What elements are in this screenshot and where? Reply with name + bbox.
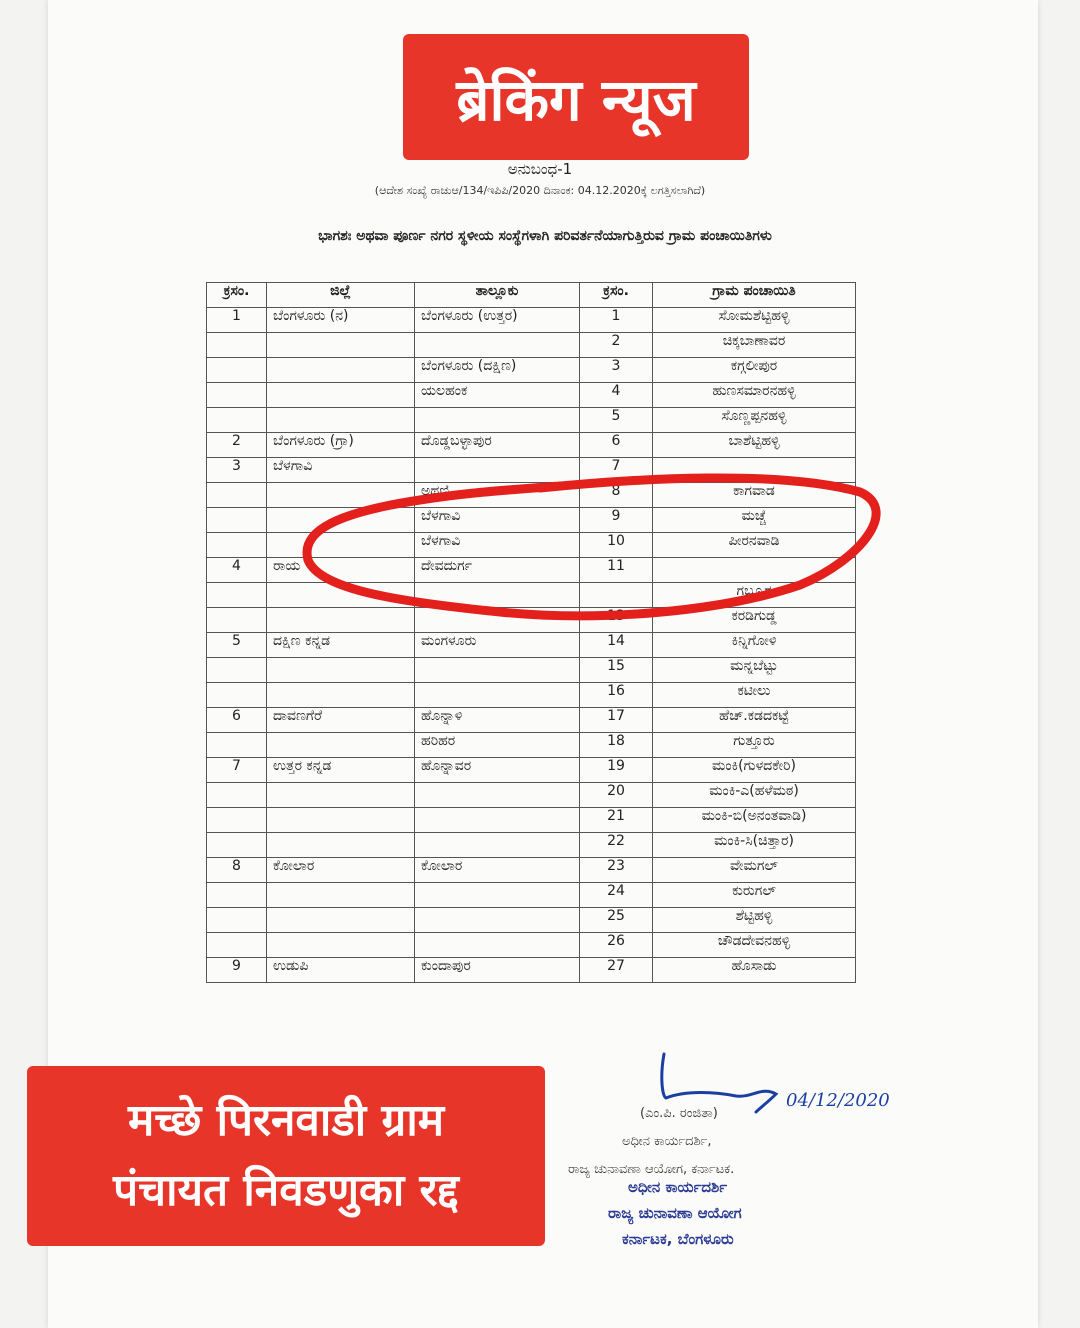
signatory-name: (ಎಂ.ಪಿ. ರಂಜಿತಾ) (640, 1106, 718, 1121)
cell-gp: ಹೊಸಾಡು (653, 958, 856, 983)
cell-gp: ಗಬ್ಬೂರ (653, 583, 856, 608)
cell-gp: ಸೊಣ್ಣಪ್ಪನಹಳ್ಳಿ (653, 408, 856, 433)
cell-sl (207, 883, 267, 908)
table-row (207, 758, 856, 783)
cell-gp (653, 458, 856, 483)
cell-no: 26 (580, 933, 653, 958)
cell-district (267, 583, 415, 608)
cell-taluk: ಮಂಗಳೂರು (415, 633, 580, 658)
table-row (207, 833, 856, 858)
cell-taluk: ಬೆಳಗಾವಿ (415, 508, 580, 533)
cell-sl (207, 833, 267, 858)
signatory-designation: ಅಧೀನ ಕಾರ್ಯದರ್ಶಿ, (622, 1134, 712, 1149)
cell-no: 17 (580, 708, 653, 733)
cell-gp (653, 558, 856, 583)
cell-district (267, 608, 415, 633)
cell-gp: ಕಿನ್ನಿಗೋಳಿ (653, 633, 856, 658)
cell-gp: ಕಗ್ಗಲೀಪುರ (653, 358, 856, 383)
table-row (207, 458, 856, 483)
cell-taluk: ಹರಿಹರ (415, 733, 580, 758)
cell-district (267, 833, 415, 858)
table-row (207, 683, 856, 708)
cell-sl (207, 508, 267, 533)
panchayat-table (206, 282, 856, 983)
cell-gp: ಚಿಕ್ಕಬಾಣಾವರ (653, 333, 856, 358)
cell-no: 5 (580, 408, 653, 433)
cell-sl (207, 358, 267, 383)
cell-district (267, 508, 415, 533)
table-row (207, 958, 856, 983)
cell-sl: 3 (207, 458, 267, 483)
table-row (207, 883, 856, 908)
cell-district (267, 358, 415, 383)
cell-no: 19 (580, 758, 653, 783)
cell-district (267, 408, 415, 433)
cell-gp: ಮಂಕಿ-ಸಿ(ಚಿತ್ತಾರ) (653, 833, 856, 858)
cell-taluk (415, 608, 580, 633)
stamp-line-1: ಅಧೀನ ಕಾರ್ಯದರ್ಶಿ (628, 1178, 728, 1196)
cell-no: 25 (580, 908, 653, 933)
cell-taluk (415, 883, 580, 908)
cell-district (267, 933, 415, 958)
cell-sl (207, 408, 267, 433)
cell-no: 7 (580, 458, 653, 483)
cell-district: ಬೆಳಗಾವಿ (267, 458, 415, 483)
cell-sl (207, 683, 267, 708)
cell-taluk: ದೇವದುರ್ಗ (415, 558, 580, 583)
cell-gp: ಮಚ್ಚೆ (653, 508, 856, 533)
stamp-line-2: ರಾಜ್ಯ ಚುನಾವಣಾ ಆಯೋಗ (608, 1204, 742, 1222)
order-reference: (ಆದೇಶ ಸಂಖ್ಯೆ ರಾಚುಆ/134/ಇಪಿಪಿ/2020 ದಿನಾಂಕ: 04.12.2020ಕ್ಕೆ ಲಗತ್ತಿಸಲಾಗಿದೆ) (374, 184, 706, 197)
cell-taluk: ಬೆಂಗಳೂರು (ಉತ್ತರ) (415, 308, 580, 333)
cell-no: 22 (580, 833, 653, 858)
table-row (207, 558, 856, 583)
cell-district (267, 333, 415, 358)
cell-taluk (415, 583, 580, 608)
cell-district: ಬೆಂಗಳೂರು (ಗ್ರಾ) (267, 433, 415, 458)
cell-no: 6 (580, 433, 653, 458)
cell-no: 8 (580, 483, 653, 508)
table-row (207, 933, 856, 958)
cell-district: ರಾಯ (267, 558, 415, 583)
table-body (207, 308, 856, 983)
table-row (207, 708, 856, 733)
cell-district: ದಕ್ಷಿಣ ಕನ್ನಡ (267, 633, 415, 658)
signature-block (560, 1040, 920, 1260)
cell-gp: ಪೀರನವಾಡಿ (653, 533, 856, 558)
cell-no: 18 (580, 733, 653, 758)
cell-sl: 9 (207, 958, 267, 983)
cell-sl: 5 (207, 633, 267, 658)
table-row (207, 508, 856, 533)
cell-sl (207, 808, 267, 833)
cell-taluk (415, 908, 580, 933)
cell-no (580, 583, 653, 608)
table-row (207, 358, 856, 383)
cell-sl (207, 783, 267, 808)
cell-taluk: ಕುಂದಾಪುರ (415, 958, 580, 983)
table-row (207, 808, 856, 833)
header-gram-panchayat: ಗ್ರಾಮ ಪಂಚಾಯಿತಿ (653, 283, 856, 308)
cell-gp: ಮಂಕಿ-ಬಿ(ಅನಂತವಾಡಿ) (653, 808, 856, 833)
table-row (207, 783, 856, 808)
panchayat-table-wrap (206, 282, 856, 983)
cell-no: 23 (580, 858, 653, 883)
cell-taluk: ಯಲಹಂಕ (415, 383, 580, 408)
cell-district (267, 908, 415, 933)
cell-taluk (415, 833, 580, 858)
cell-no: 27 (580, 958, 653, 983)
table-heading: ಭಾಗಶಃ ಅಥವಾ ಪೂರ್ಣ ನಗರ ಸ್ಥಳೀಯ ಸಂಸ್ಥೆಗಳಾಗಿ ಪರಿವರ್ತನೆಯಾಗುತ್ತಿರುವ ಗ್ರಾಮ ಪಂಚಾಯಿತಿಗಳು (318, 228, 772, 244)
cell-taluk: ಅಥಣಿ (415, 483, 580, 508)
header-district: ಜಿಲ್ಲೆ (267, 283, 415, 308)
cell-no: 24 (580, 883, 653, 908)
cell-gp: ಕರಡಿಗುಡ್ಡ (653, 608, 856, 633)
cell-gp: ಮಂಕಿ(ಗುಳದಕೇರಿ) (653, 758, 856, 783)
table-row (207, 608, 856, 633)
cell-sl (207, 933, 267, 958)
header-taluk: ತಾಲ್ಲೂಕು (415, 283, 580, 308)
cell-taluk (415, 458, 580, 483)
cell-district (267, 733, 415, 758)
cell-gp: ಮನ್ನಬೆಟ್ಟು (653, 658, 856, 683)
table-row (207, 658, 856, 683)
cell-no: 14 (580, 633, 653, 658)
table-row (207, 308, 856, 333)
table-header-row (207, 283, 856, 308)
cell-gp: ಕಟೀಲು (653, 683, 856, 708)
cell-district (267, 883, 415, 908)
cell-taluk: ಕೋಲಾರ (415, 858, 580, 883)
cell-district: ಬೆಂಗಳೂರು (ನ) (267, 308, 415, 333)
cell-gp: ಹುಣಸಮಾರನಹಳ್ಳಿ (653, 383, 856, 408)
cell-no: 3 (580, 358, 653, 383)
cell-sl (207, 733, 267, 758)
cell-district (267, 683, 415, 708)
cell-gp: ಸೋಮಶೆಟ್ಟಿಹಳ್ಳಿ (653, 308, 856, 333)
cell-no: 16 (580, 683, 653, 708)
cell-taluk: ಹೊನ್ನಾಳಿ (415, 708, 580, 733)
cell-taluk: ಬೆಂಗಳೂರು (ದಕ್ಷಿಣ) (415, 358, 580, 383)
cell-sl: 7 (207, 758, 267, 783)
table-row (207, 583, 856, 608)
cell-gp: ಗುತ್ತೂರು (653, 733, 856, 758)
cell-sl: 4 (207, 558, 267, 583)
cell-sl (207, 608, 267, 633)
cell-district: ಉಡುಪಿ (267, 958, 415, 983)
cell-taluk (415, 658, 580, 683)
cell-district (267, 483, 415, 508)
cell-no: 13 (580, 608, 653, 633)
cell-gp: ಕಾಗವಾಡ (653, 483, 856, 508)
cell-district (267, 658, 415, 683)
cell-district: ಉತ್ತರ ಕನ್ನಡ (267, 758, 415, 783)
cell-sl (207, 658, 267, 683)
cell-sl: 8 (207, 858, 267, 883)
cell-taluk: ಹೊನ್ನಾವರ (415, 758, 580, 783)
cell-district: ದಾವಣಗೆರೆ (267, 708, 415, 733)
cell-gp: ಕುರುಗಲ್ (653, 883, 856, 908)
headline-line-1: मच्छे पिरनवाडी ग्राम (127, 1095, 445, 1146)
cell-district: ಕೋಲಾರ (267, 858, 415, 883)
signatory-office: ರಾಜ್ಯ ಚುನಾವಣಾ ಆಯೋಗ, ಕರ್ನಾಟಕ. (568, 1162, 735, 1177)
cell-no: 15 (580, 658, 653, 683)
table-row (207, 733, 856, 758)
cell-no: 2 (580, 333, 653, 358)
table-row (207, 383, 856, 408)
cell-sl: 6 (207, 708, 267, 733)
cell-taluk (415, 933, 580, 958)
cell-sl: 2 (207, 433, 267, 458)
cell-no: 9 (580, 508, 653, 533)
cell-sl (207, 383, 267, 408)
headline-badge (27, 1066, 545, 1246)
cell-taluk (415, 783, 580, 808)
cell-sl (207, 533, 267, 558)
table-row (207, 533, 856, 558)
cell-no: 20 (580, 783, 653, 808)
table-row (207, 408, 856, 433)
cell-taluk: ದೊಡ್ಡಬಳ್ಳಾಪುರ (415, 433, 580, 458)
table-row (207, 858, 856, 883)
cell-no: 11 (580, 558, 653, 583)
table-row (207, 633, 856, 658)
cell-gp: ಶೆಟ್ಟಿಹಳ್ಳಿ (653, 908, 856, 933)
cell-sl (207, 333, 267, 358)
cell-taluk (415, 408, 580, 433)
cell-taluk (415, 683, 580, 708)
cell-no: 4 (580, 383, 653, 408)
annex-label: ಅನುಬಂಧ-1 (507, 160, 573, 178)
breaking-news-badge (403, 34, 749, 160)
cell-taluk: ಬೆಳಗಾವಿ (415, 533, 580, 558)
header-no: ಕ್ರಸಂ. (580, 283, 653, 308)
cell-gp: ವೇಮಗಲ್ (653, 858, 856, 883)
header-sl: ಕ್ರಸಂ. (207, 283, 267, 308)
cell-gp: ಮಂಕಿ-ಎ(ಹಳೆಮಠ) (653, 783, 856, 808)
cell-gp: ಬಾಶೆಟ್ಟಿಹಳ್ಳಿ (653, 433, 856, 458)
cell-sl (207, 583, 267, 608)
breaking-news-text: ब्रेकिंग न्यूज (456, 65, 696, 134)
stamp-line-3: ಕರ್ನಾಟಕ, ಬೆಂಗಳೂರು (622, 1230, 734, 1248)
cell-no: 10 (580, 533, 653, 558)
table-row (207, 433, 856, 458)
signature-date: 04/12/2020 (786, 1090, 890, 1111)
table-row (207, 908, 856, 933)
cell-sl: 1 (207, 308, 267, 333)
cell-district (267, 383, 415, 408)
table-row (207, 483, 856, 508)
cell-gp: ಚೌಡದೇವನಹಳ್ಳಿ (653, 933, 856, 958)
cell-gp: ಹೆಚ್.ಕಡದಕಟ್ಟೆ (653, 708, 856, 733)
headline-line-2: पंचायत निवडणुका रद्द (113, 1165, 459, 1216)
cell-no: 21 (580, 808, 653, 833)
cell-taluk (415, 333, 580, 358)
cell-district (267, 808, 415, 833)
cell-sl (207, 483, 267, 508)
cell-taluk (415, 808, 580, 833)
cell-district (267, 783, 415, 808)
table-row (207, 333, 856, 358)
cell-no: 1 (580, 308, 653, 333)
cell-district (267, 533, 415, 558)
cell-sl (207, 908, 267, 933)
